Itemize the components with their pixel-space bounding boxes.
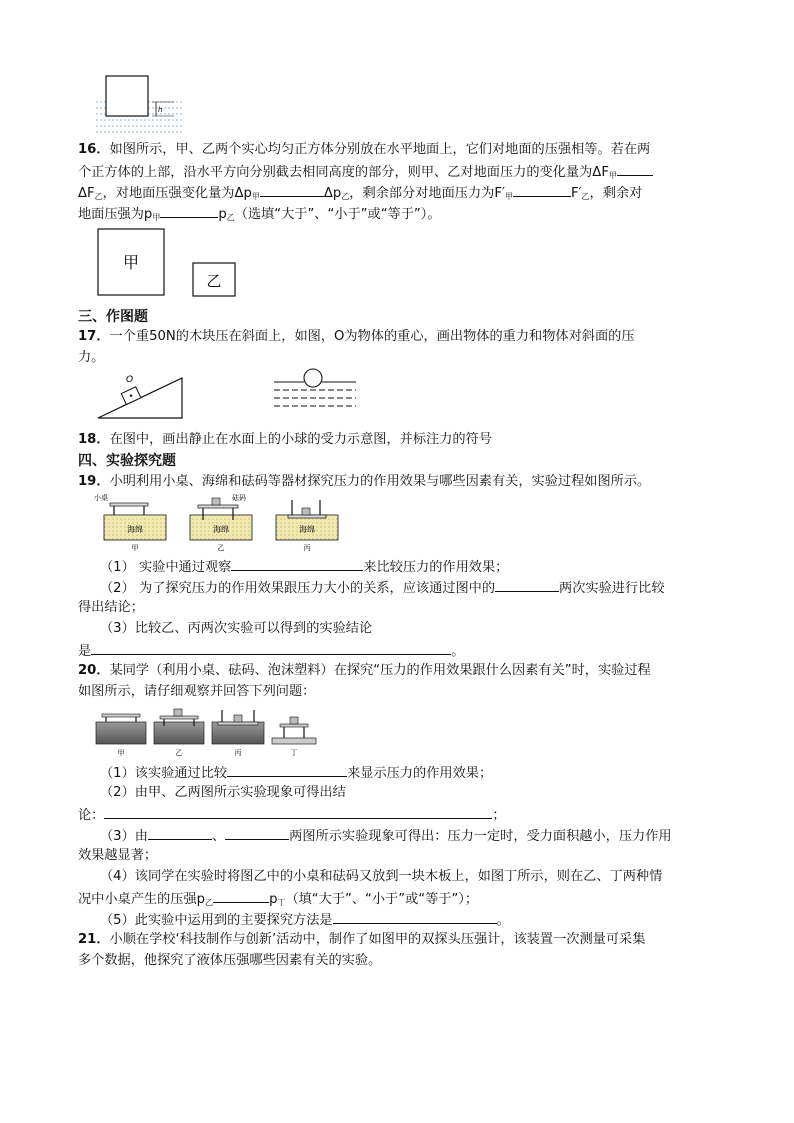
label-weight: 砝码 <box>232 494 246 502</box>
q19-blank-2[interactable] <box>495 577 559 592</box>
caption-jia: 甲 <box>131 544 139 552</box>
q19-blank-3[interactable] <box>91 640 451 655</box>
q16-blank-4[interactable] <box>160 203 218 218</box>
label-table: 小桌 <box>94 494 108 502</box>
q16-line-2: 个正方体的上部，沿水平方向分别截去相同高度的部分，则甲、乙对地面压力的变化量为$\Delta F_甲$ <box>78 161 653 186</box>
sponge-label-jia: 海绵 <box>127 525 143 534</box>
q16-blank-2[interactable] <box>260 182 324 197</box>
q17-incline-figure <box>96 368 188 426</box>
q19-part-2: （2） 为了探究压力的作用效果跟压力大小的关系，应该通过图中的 两次实验进行比较 <box>100 577 665 599</box>
cube-yi-label: 乙 <box>206 272 222 290</box>
q20-blank-2[interactable] <box>104 804 492 819</box>
cube-jia-label: 甲 <box>122 253 140 272</box>
q20-blank-3[interactable] <box>148 825 212 840</box>
q20-blank-6[interactable] <box>333 909 497 924</box>
q16-cubes-figure <box>97 228 242 307</box>
q20-line-1: 20．某同学（利用小桌、砝码、泡沫塑料）在探究“压力的作用效果跟什么因素有关”时，实验过程 <box>78 663 651 678</box>
q16-blank-3[interactable] <box>513 182 571 197</box>
q19-part-3: （3）比较乙、丙两次实验可以得到的实验结论 <box>100 621 373 636</box>
q16-line-3: $\Delta F_乙$，对地面压强变化量为$\Delta p_甲$ $\Delta p_乙$，剩余部分对地面压力为$F'_甲$ $F'_乙$，剩余对 <box>78 182 642 207</box>
q19-line-1: 19．小明利用小桌、海绵和砝码等器材探究压力的作用效果与哪些因素有关，实验过程如图所示。 <box>78 474 651 489</box>
q19-part-3-answer: 是 。 <box>78 640 464 662</box>
q19-sponge-figure <box>92 490 342 558</box>
height-label: h <box>158 106 163 114</box>
q17-line-2: 力。 <box>78 350 105 365</box>
section-3-heading: 三、作图题 <box>78 309 148 325</box>
q16-line-4: 地面压强为$p_甲$ $p_乙$（选填“大于”、“小于”或“等于”）。 <box>78 203 441 228</box>
q20-caption-yi: 乙 <box>175 749 183 757</box>
q19-part-2-cont: 得出结论； <box>78 600 144 615</box>
q20-blank-4[interactable] <box>225 825 289 840</box>
q20-part-2: （2）由甲、乙两图所示实验现象可得出结 <box>100 785 346 800</box>
center-o-label: O <box>126 375 134 385</box>
q20-caption-jia: 甲 <box>117 749 125 757</box>
q20-part-2-answer: 论： ； <box>78 804 506 826</box>
caption-yi: 乙 <box>217 544 225 552</box>
q20-part-3: （3）由 、 两图所示实验现象可得出：压力一定时，受力面积越小，压力作用 <box>100 825 672 847</box>
q20-caption-ding: 丁 <box>290 749 298 757</box>
q20-caption-bing: 丙 <box>234 749 242 757</box>
q16-blank-1[interactable] <box>617 161 653 176</box>
q20-part-4: （4）该同学在实验时将图乙中的小桌和砝码又放到一块木板上，如图丁所示，则在乙、丁两种情 <box>100 869 663 884</box>
q19-part-1: （1） 实验中通过观察 来比较压力的作用效果； <box>100 556 508 578</box>
q18-ball-figure <box>272 368 364 416</box>
q20-line-2: 如图所示，请仔细观察并回答下列问题： <box>78 684 316 699</box>
caption-bing: 丙 <box>303 544 311 552</box>
q16-line-1: 16．如图所示，甲、乙两个实心均匀正方体分别放在水平地面上，它们对地面的压强相等。若在两 <box>78 142 651 157</box>
sponge-label-yi: 海绵 <box>213 525 229 534</box>
q17-line-1: 17．一个重50N的木块压在斜面上，如图，O为物体的重心，画出物体的重力和物体对斜面的压 <box>78 329 635 344</box>
q20-part-1: （1）该实验通过比较 来显示压力的作用效果； <box>100 762 492 784</box>
q20-part-3-cont: 效果越显著； <box>78 848 158 863</box>
q20-blank-1[interactable] <box>227 762 347 777</box>
q20-blank-5[interactable] <box>213 888 269 903</box>
floating-block-figure <box>94 72 184 138</box>
q18-line-1: 18．在图中，画出静止在水面上的小球的受力示意图，并标注力的符号 <box>78 432 492 447</box>
q20-part-5: （5）此实验中运用到的主要探究方法是 。 <box>100 909 510 931</box>
q19-blank-1[interactable] <box>231 556 363 571</box>
q21-line-2: 多个数据，他探究了液体压强哪些因素有关的实验。 <box>78 953 382 968</box>
sponge-label-bing: 海绵 <box>299 525 315 534</box>
q21-line-1: 21．小顺在学校‘科技制作与创新’活动中，制作了如图甲的双探头压强计，该装置一次测量可采集 <box>78 932 646 947</box>
q20-part-4-cont: 况中小桌产生的压强$p_乙$ $p_丁$（填“大于”、“小于”或“等于”）； <box>78 888 478 913</box>
q20-foam-figure <box>94 702 326 764</box>
section-4-heading: 四、实验探究题 <box>78 453 176 469</box>
